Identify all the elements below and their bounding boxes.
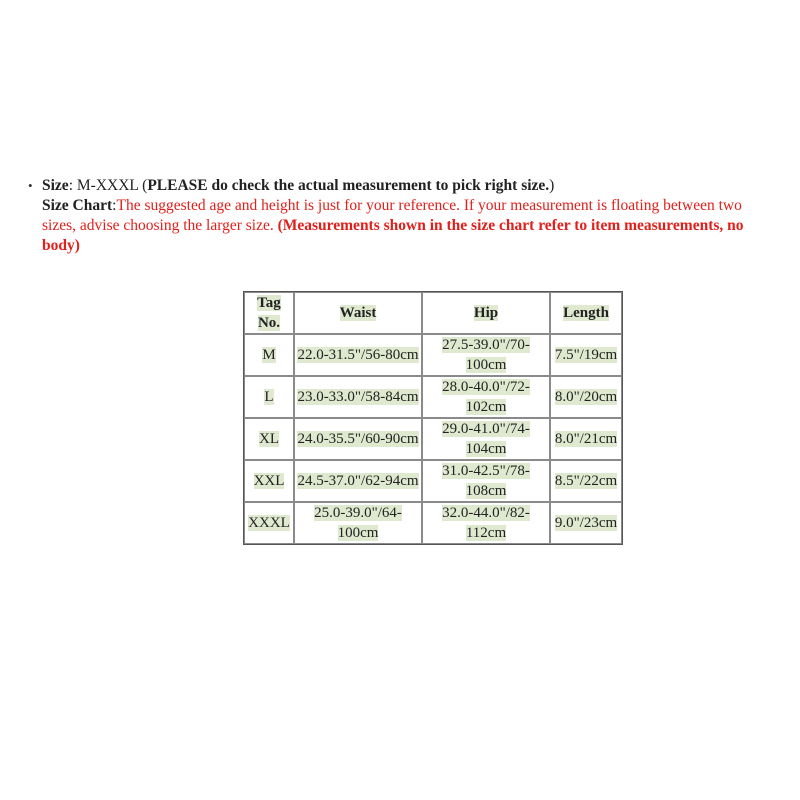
bullet-icon: • [28,178,33,193]
size-chart-label: Size Chart [42,197,113,214]
size-chart-bold-2: body) [42,237,80,254]
cell-waist: 22.0-31.5"/56-80cm [294,334,422,376]
cell-hip: 27.5-39.0"/70-100cm [422,334,550,376]
cell-tag: XXXL [244,502,294,544]
header-length: Length [550,292,622,334]
cell-waist: 23.0-33.0"/58-84cm [294,376,422,418]
size-note: PLEASE do check the actual measurement to pick right size. [147,177,550,194]
cell-tag: XL [244,418,294,460]
size-chart-bold-1: (Measurements shown in the size chart refer to item measurements, no [277,217,744,234]
size-note-open: ( [138,177,148,194]
size-note-close: ) [549,177,555,194]
cell-length: 8.5"/22cm [550,460,622,502]
size-chart-colon: : [112,197,117,214]
size-table [243,291,623,545]
header-tag: Tag No. [244,292,294,334]
cell-tag: M [244,334,294,376]
size-chart-line-3 [28,236,800,256]
header-waist: Waist [294,292,422,334]
size-chart-line-1 [28,196,800,216]
size-line [28,176,800,196]
cell-tag: XXL [244,460,294,502]
table-header-row [244,292,622,334]
cell-length: 9.0"/23cm [550,502,622,544]
cell-waist: 24.0-35.5"/60-90cm [294,418,422,460]
table-row [244,334,622,376]
cell-hip: 28.0-40.0"/72-102cm [422,376,550,418]
cell-waist: 25.0-39.0"/64-100cm [294,502,422,544]
size-info [28,176,800,256]
cell-length: 8.0"/21cm [550,418,622,460]
size-chart-text-2: sizes, advise choosing the larger size. [42,217,278,234]
table-row [244,502,622,544]
size-value: M-XXXL [76,177,139,194]
table-row [244,460,622,502]
cell-length: 8.0"/20cm [550,376,622,418]
size-chart-text-1: The suggested age and height is just for your reference. If your measurement is floating between two [116,197,742,214]
cell-waist: 24.5-37.0"/62-94cm [294,460,422,502]
size-colon: : [68,177,77,194]
size-label: Size [42,177,69,194]
cell-tag: L [244,376,294,418]
header-hip: Hip [422,292,550,334]
cell-length: 7.5"/19cm [550,334,622,376]
cell-hip: 31.0-42.5"/78-108cm [422,460,550,502]
table-row [244,418,622,460]
size-chart-line-2 [28,216,800,236]
cell-hip: 32.0-44.0"/82-112cm [422,502,550,544]
table-row [244,376,622,418]
cell-hip: 29.0-41.0"/74-104cm [422,418,550,460]
